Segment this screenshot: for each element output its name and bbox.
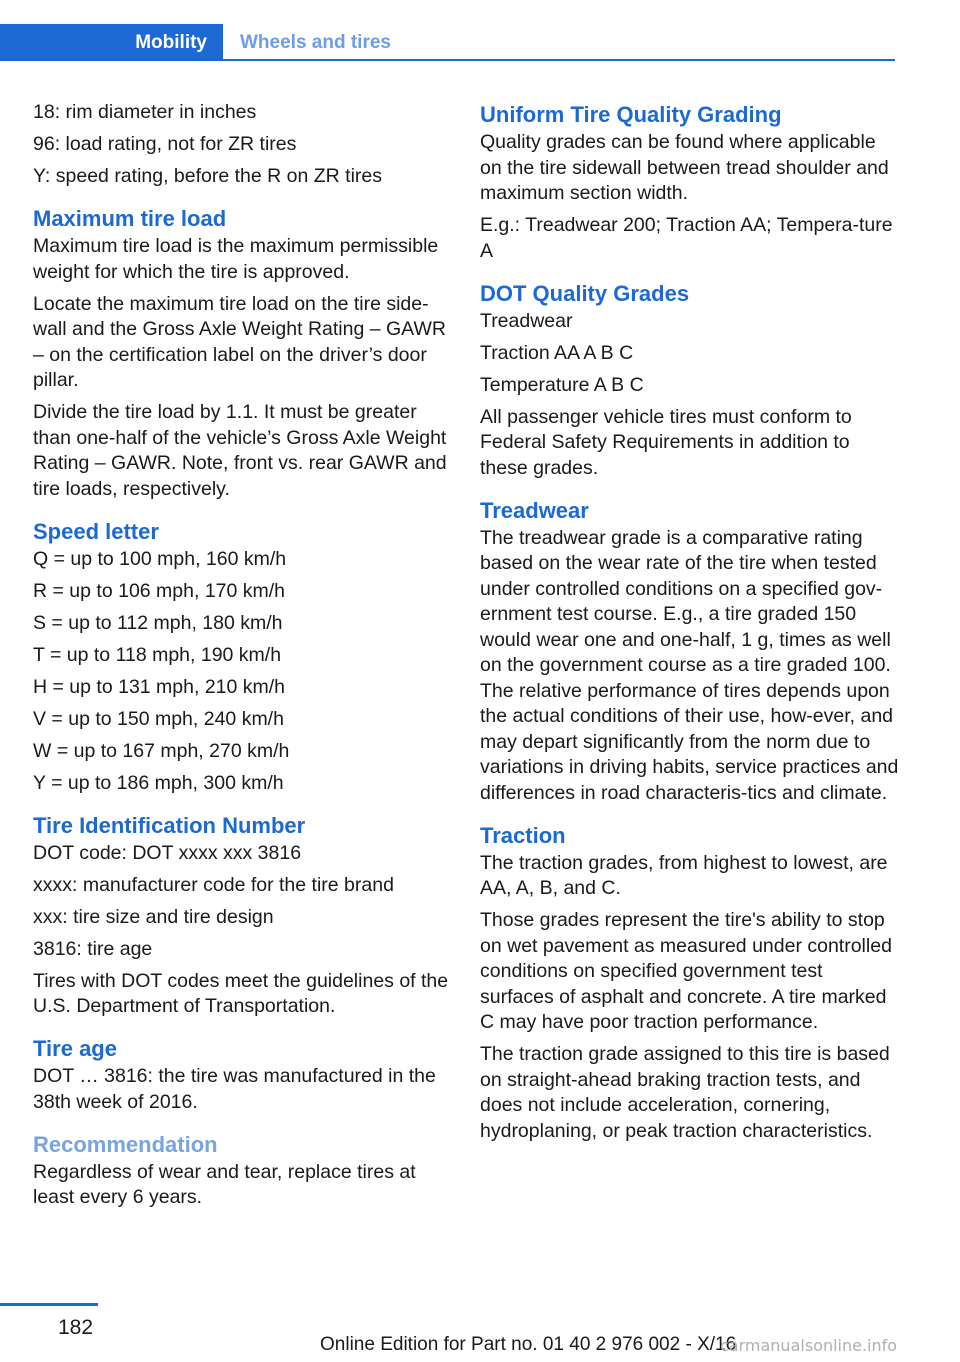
speed-letter-item: R = up to 106 mph, 170 km/h [33, 579, 286, 602]
paragraph: E.g.: Treadwear 200; Traction AA; Tempera-ture A [480, 214, 893, 262]
paragraph: DOT … 3816: the tire was manufactured in the 38th week of 2016. [33, 1065, 436, 1113]
paragraph: Quality grades can be found where applicable on the tire sidewall between tread shoulder and maximum section width. [480, 131, 889, 204]
tin-item: Tires with DOT codes meet the guidelines of the U.S. Department of Transportation. [33, 969, 449, 1017]
dot-grade-item: Treadwear [480, 309, 573, 332]
paragraph: The traction grade assigned to this tire is based on straight-ahead braking traction tests, and does not include acceleration, cornering, hydroplaning, or peak traction characteristics. [480, 1043, 890, 1142]
watermark: carmanualsonline.info [720, 1336, 898, 1355]
speed-letter-item: Y = up to 186 mph, 300 km/h [33, 771, 284, 794]
tin-item: DOT code: DOT xxxx xxx 3816 [33, 841, 302, 864]
speed-letter-item: H = up to 131 mph, 210 km/h [33, 675, 286, 698]
left-column [33, 100, 453, 1217]
heading-dot-quality-grades: DOT Quality Grades [480, 280, 690, 306]
right-column [480, 100, 900, 1151]
heading-uniform-tire-quality-grading: Uniform Tire Quality Grading [480, 102, 782, 127]
heading-tire-age: Tire age [33, 1036, 117, 1061]
page-number: 182 [58, 1316, 94, 1339]
paragraph: The traction grades, from highest to lowest, are AA, A, B, and C. [480, 851, 888, 899]
section-tab-mobility [0, 24, 223, 61]
edition-text: Online Edition for Part no. 01 40 2 976 002 - X/16 [320, 1334, 737, 1355]
paragraph: Regardless of wear and tear, replace tires at least every 6 years. [33, 1160, 416, 1208]
paragraph: Locate the maximum tire load on the tire side-wall and the Gross Axle Weight Rating – GAWR – on the certification label on the driver’s door pillar. [33, 292, 446, 391]
intro-line: 96: load rating, not for ZR tires [33, 133, 297, 155]
subsection-tab-wheels-and-tires [240, 24, 391, 61]
speed-letter-item: S = up to 112 mph, 180 km/h [33, 611, 283, 634]
speed-letter-item: T = up to 118 mph, 190 km/h [33, 643, 282, 666]
intro-line: 18: rim diameter in inches [33, 101, 257, 123]
tin-item: xxx: tire size and tire design [33, 905, 274, 928]
heading-maximum-tire-load: Maximum tire load [33, 206, 227, 231]
section-tab-label: Mobility [135, 31, 207, 53]
page-header [0, 24, 895, 61]
paragraph: Those grades represent the tire's ability to stop on wet pavement as measured under controlled conditions on specified government test surfaces of asphalt and concrete. A tire marked C may have poor traction performance. [480, 909, 892, 1033]
intro-line: Y: speed rating, before the R on ZR tires [33, 165, 383, 187]
heading-speed-letter: Speed letter [33, 518, 159, 544]
heading-tire-identification-number: Tire Identification Number [33, 812, 306, 838]
tin-item: xxxx: manufacturer code for the tire brand [33, 873, 394, 896]
heading-traction: Traction [480, 822, 566, 848]
tin-item: 3816: tire age [33, 937, 153, 960]
speed-letter-item: W = up to 167 mph, 270 km/h [33, 739, 290, 762]
subsection-tab-label: Wheels and tires [240, 31, 391, 53]
paragraph: All passenger vehicle tires must conform to Federal Safety Requirements in addition to these grades. [480, 405, 852, 479]
speed-letter-item: V = up to 150 mph, 240 km/h [33, 707, 284, 730]
speed-letter-item: Q = up to 100 mph, 160 km/h [33, 547, 287, 570]
dot-grade-item: Temperature A B C [480, 373, 644, 396]
paragraph: The treadwear grade is a comparative rating based on the wear rate of the tire when tested under controlled conditions on a specified gov-ernment test course. E.g., a tire graded 150 would wear one and one-half, 1 g, times as well on the government course as a tire graded 100. The relative performance of tires depends upon the actual conditions of their use, how-ever, and may depart significantly from the norm due to variations in driving habits, service practices and differences in road characteris-tics and climate. [480, 526, 899, 804]
paragraph: Divide the tire load by 1.1. It must be greater than one-half of the vehicle’s Gross Axle Weight Rating – GAWR. Note, front vs. rear GAWR and tire loads, respectively. [33, 401, 447, 500]
heading-recommendation: Recommendation [33, 1131, 218, 1157]
footer-rule [0, 1303, 98, 1306]
heading-treadwear: Treadwear [480, 497, 589, 523]
paragraph: Maximum tire load is the maximum permissible weight for which the tire is approved. [33, 235, 439, 283]
header-rule [223, 59, 895, 61]
dot-grade-item: Traction AA A B C [480, 341, 634, 364]
